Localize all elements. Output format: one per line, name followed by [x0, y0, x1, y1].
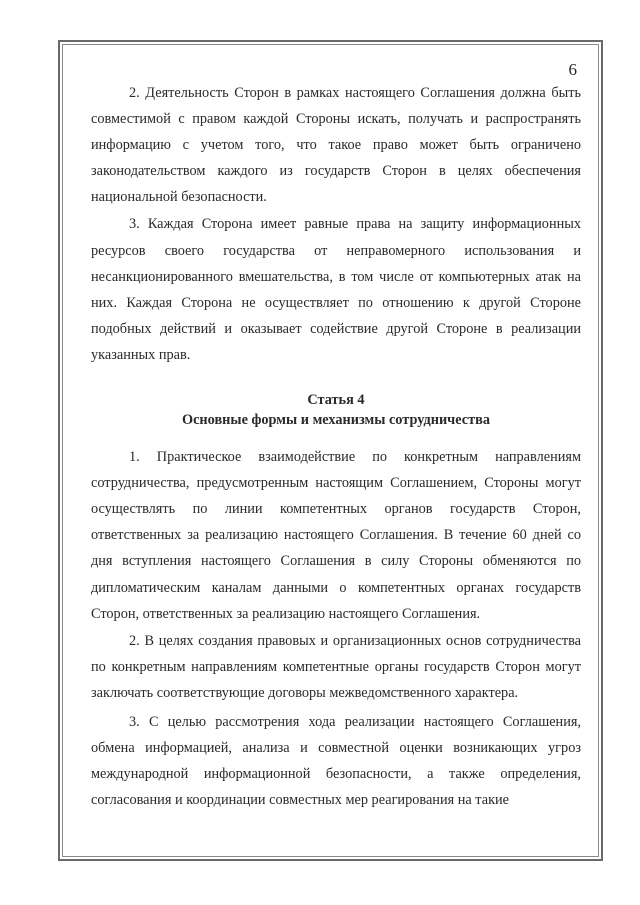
paragraph-2-1: 2. Деятельность Сторон в рамках настоящего Соглашения должна быть совместимой с правом каждой Стороны искать, получать и распространять информацию с учетом того, что такое право может быть ограничено законодательством каждого из государств Сторон в целях обеспечения национальной безопасности.	[91, 85, 581, 206]
paragraph-1-art4: 1. Практическое взаимодействие по конкретным направлениям сотрудничества, предусмотренным настоящим Соглашением, Стороны могут осуществлять по линии компетентных органов государств Сторон, ответственных за реализацию настоящего Соглашения. В течение 60 дней со дня вступления настоящего Соглашения в силу Стороны обменяются по дипломатическим каналам данными о компетентных органах государств Сторон, ответственных за реализацию настоящего Соглашения.	[91, 449, 581, 622]
article-number: Статья 4	[307, 392, 365, 409]
article-heading	[91, 390, 581, 430]
paragraph-3-1: 3. Каждая Сторона имеет равные права на защиту информационных ресурсов своего государства от неправомерного использования и несанкционированного вмешательства, в том числе от компьютерных атак на них. Каждая Сторона не осуществляет по отношению к другой Стороне подобных действий и оказывает содействие другой Стороне в реализации указанных прав.	[91, 216, 581, 363]
page-number: 6	[568, 60, 577, 79]
document-body	[91, 80, 581, 813]
paragraph-3-art4: 3. С целью рассмотрения хода реализации настоящего Соглашения, обмена информацией, анализа и совместной оценки возникающих угроз международной информационной безопасности, а также определения, согласования и координации совместных мер реагирования на такие	[91, 713, 581, 809]
article-title: Основные формы и механизмы сотрудничества	[181, 412, 491, 429]
paragraph-2-art4: 2. В целях создания правовых и организационных основ сотрудничества по конкретным направлениям компетентные органы государств Сторон могут заключать соответствующие договоры межведомственного характера.	[91, 632, 581, 701]
